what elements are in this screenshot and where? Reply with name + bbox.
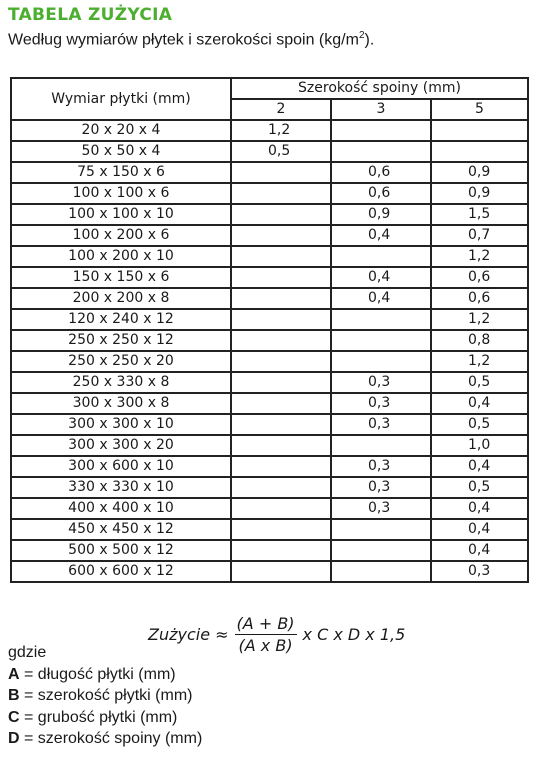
table-row (11, 372, 528, 393)
tile-size-cell: 20 x 20 x 4 (11, 120, 231, 141)
table-row (11, 456, 528, 477)
table-row (11, 477, 528, 498)
table-row (11, 141, 528, 162)
table-body (11, 120, 528, 582)
value-cell-2 (231, 330, 331, 351)
value-cell-3 (331, 435, 431, 456)
tile-size-cell: 400 x 400 x 10 (11, 498, 231, 519)
value-cell-5: 0,4 (431, 456, 528, 477)
legend-key: C (8, 708, 20, 726)
legend-text: = szerokość spoiny (mm) (19, 730, 203, 747)
value-cell-3: 0,3 (331, 414, 431, 435)
legend-text: = grubość płytki (mm) (19, 708, 178, 726)
table-row (11, 288, 528, 309)
tile-size-cell: 330 x 330 x 10 (11, 477, 231, 498)
table-row (11, 540, 528, 561)
value-cell-3 (331, 351, 431, 372)
value-cell-5: 0,8 (431, 330, 528, 351)
formula-numerator: (A + B) (236, 614, 295, 633)
table-row (11, 330, 528, 351)
legend-intro: gdzie (8, 644, 47, 661)
tile-size-cell: 250 x 330 x 8 (11, 372, 231, 393)
value-cell-2 (231, 477, 331, 498)
legend-key: A (8, 665, 20, 683)
value-cell-5: 0,4 (431, 393, 528, 414)
formula-lhs: Zużycie ≈ (148, 625, 229, 644)
value-cell-2 (231, 456, 331, 477)
tile-size-cell: 600 x 600 x 12 (11, 561, 231, 582)
table-row (11, 267, 528, 288)
table-row (11, 393, 528, 414)
value-cell-3: 0,9 (331, 204, 431, 225)
value-cell-2 (231, 393, 331, 414)
value-cell-3 (331, 561, 431, 582)
tile-size-cell: 150 x 150 x 6 (11, 267, 231, 288)
table-row (11, 162, 528, 183)
value-cell-3: 0,3 (331, 477, 431, 498)
subtitle-end: ). (364, 31, 375, 49)
value-cell-2: 0,5 (231, 141, 331, 162)
value-cell-5: 1,5 (431, 204, 528, 225)
header-tile-size: Wymiar płytki (mm) (11, 78, 231, 120)
value-cell-5: 0,4 (431, 519, 528, 540)
tile-size-cell: 450 x 450 x 12 (11, 519, 231, 540)
tile-size-cell: 300 x 300 x 10 (11, 414, 231, 435)
header-width-3: 3 (331, 99, 431, 120)
formula-fraction (235, 614, 297, 655)
value-cell-5: 0,5 (431, 414, 528, 435)
value-cell-5: 1,2 (431, 309, 528, 330)
value-cell-3: 0,3 (331, 372, 431, 393)
value-cell-3 (331, 246, 431, 267)
value-cell-3: 0,3 (331, 456, 431, 477)
value-cell-3: 0,4 (331, 288, 431, 309)
table-row (11, 120, 528, 141)
tile-size-cell: 100 x 200 x 6 (11, 225, 231, 246)
value-cell-3 (331, 141, 431, 162)
tile-size-cell: 50 x 50 x 4 (11, 141, 231, 162)
tile-size-cell: 200 x 200 x 8 (11, 288, 231, 309)
tile-size-cell: 100 x 200 x 10 (11, 246, 231, 267)
usage-table (10, 77, 529, 583)
value-cell-3: 0,4 (331, 267, 431, 288)
value-cell-5: 0,3 (431, 561, 528, 582)
legend-item (8, 664, 202, 686)
value-cell-2 (231, 162, 331, 183)
table-row (11, 498, 528, 519)
table-row (11, 246, 528, 267)
page-title: TABELA ZUŻYCIA (8, 5, 173, 25)
value-cell-3 (331, 540, 431, 561)
table-header-row (11, 78, 528, 99)
tile-size-cell: 300 x 300 x 20 (11, 435, 231, 456)
value-cell-2 (231, 372, 331, 393)
table-row (11, 561, 528, 582)
tile-size-cell: 300 x 600 x 10 (11, 456, 231, 477)
value-cell-2: 1,2 (231, 120, 331, 141)
value-cell-3 (331, 120, 431, 141)
table-row (11, 414, 528, 435)
value-cell-5: 1,2 (431, 351, 528, 372)
value-cell-2 (231, 414, 331, 435)
value-cell-3: 0,3 (331, 393, 431, 414)
value-cell-2 (231, 435, 331, 456)
value-cell-5: 0,5 (431, 477, 528, 498)
formula-rhs: x C x D x 1,5 (302, 625, 406, 644)
value-cell-2 (231, 351, 331, 372)
formula-denominator: (A x B) (238, 636, 293, 655)
value-cell-3 (331, 519, 431, 540)
legend-item (8, 728, 202, 750)
table-row (11, 519, 528, 540)
value-cell-5: 0,9 (431, 162, 528, 183)
table-row (11, 225, 528, 246)
tile-size-cell: 500 x 500 x 12 (11, 540, 231, 561)
legend-key: B (8, 687, 20, 704)
table-row (11, 351, 528, 372)
value-cell-2 (231, 246, 331, 267)
value-cell-3 (331, 330, 431, 351)
value-cell-2 (231, 204, 331, 225)
value-cell-2 (231, 309, 331, 330)
header-width-5: 5 (431, 99, 528, 120)
value-cell-3: 0,6 (331, 162, 431, 183)
header-joint-width: Szerokość spoiny (mm) (231, 78, 528, 99)
value-cell-5: 0,4 (431, 498, 528, 519)
legend-item (8, 685, 202, 707)
tile-size-cell: 300 x 300 x 8 (11, 393, 231, 414)
subtitle-superscript: 2 (358, 30, 365, 41)
tile-size-cell: 75 x 150 x 6 (11, 162, 231, 183)
value-cell-5 (431, 120, 528, 141)
value-cell-3: 0,4 (331, 225, 431, 246)
table-row (11, 309, 528, 330)
legend (8, 642, 202, 750)
tile-size-cell: 120 x 240 x 12 (11, 309, 231, 330)
value-cell-2 (231, 183, 331, 204)
table-row (11, 183, 528, 204)
value-cell-5 (431, 141, 528, 162)
legend-key: D (8, 730, 20, 747)
header-width-2: 2 (231, 99, 331, 120)
value-cell-5: 0,4 (431, 540, 528, 561)
value-cell-2 (231, 561, 331, 582)
subtitle-text: Według wymiarów płytek i szerokości spoin (kg/m (8, 31, 359, 49)
value-cell-2 (231, 288, 331, 309)
value-cell-5: 0,7 (431, 225, 528, 246)
legend-item (8, 707, 202, 729)
value-cell-2 (231, 267, 331, 288)
value-cell-5: 1,2 (431, 246, 528, 267)
table-row (11, 204, 528, 225)
tile-size-cell: 250 x 250 x 12 (11, 330, 231, 351)
value-cell-5: 1,0 (431, 435, 528, 456)
value-cell-2 (231, 519, 331, 540)
legend-text: = długość płytki (mm) (19, 665, 176, 683)
table-row (11, 435, 528, 456)
value-cell-3 (331, 309, 431, 330)
value-cell-2 (231, 540, 331, 561)
tile-size-cell: 250 x 250 x 20 (11, 351, 231, 372)
value-cell-2 (231, 225, 331, 246)
value-cell-3: 0,6 (331, 183, 431, 204)
tile-size-cell: 100 x 100 x 6 (11, 183, 231, 204)
value-cell-3: 0,3 (331, 498, 431, 519)
tile-size-cell: 100 x 100 x 10 (11, 204, 231, 225)
subtitle (8, 30, 374, 49)
value-cell-5: 0,6 (431, 267, 528, 288)
legend-text: = szerokość płytki (mm) (19, 687, 193, 704)
value-cell-5: 0,9 (431, 183, 528, 204)
value-cell-5: 0,5 (431, 372, 528, 393)
value-cell-2 (231, 498, 331, 519)
value-cell-5: 0,6 (431, 288, 528, 309)
